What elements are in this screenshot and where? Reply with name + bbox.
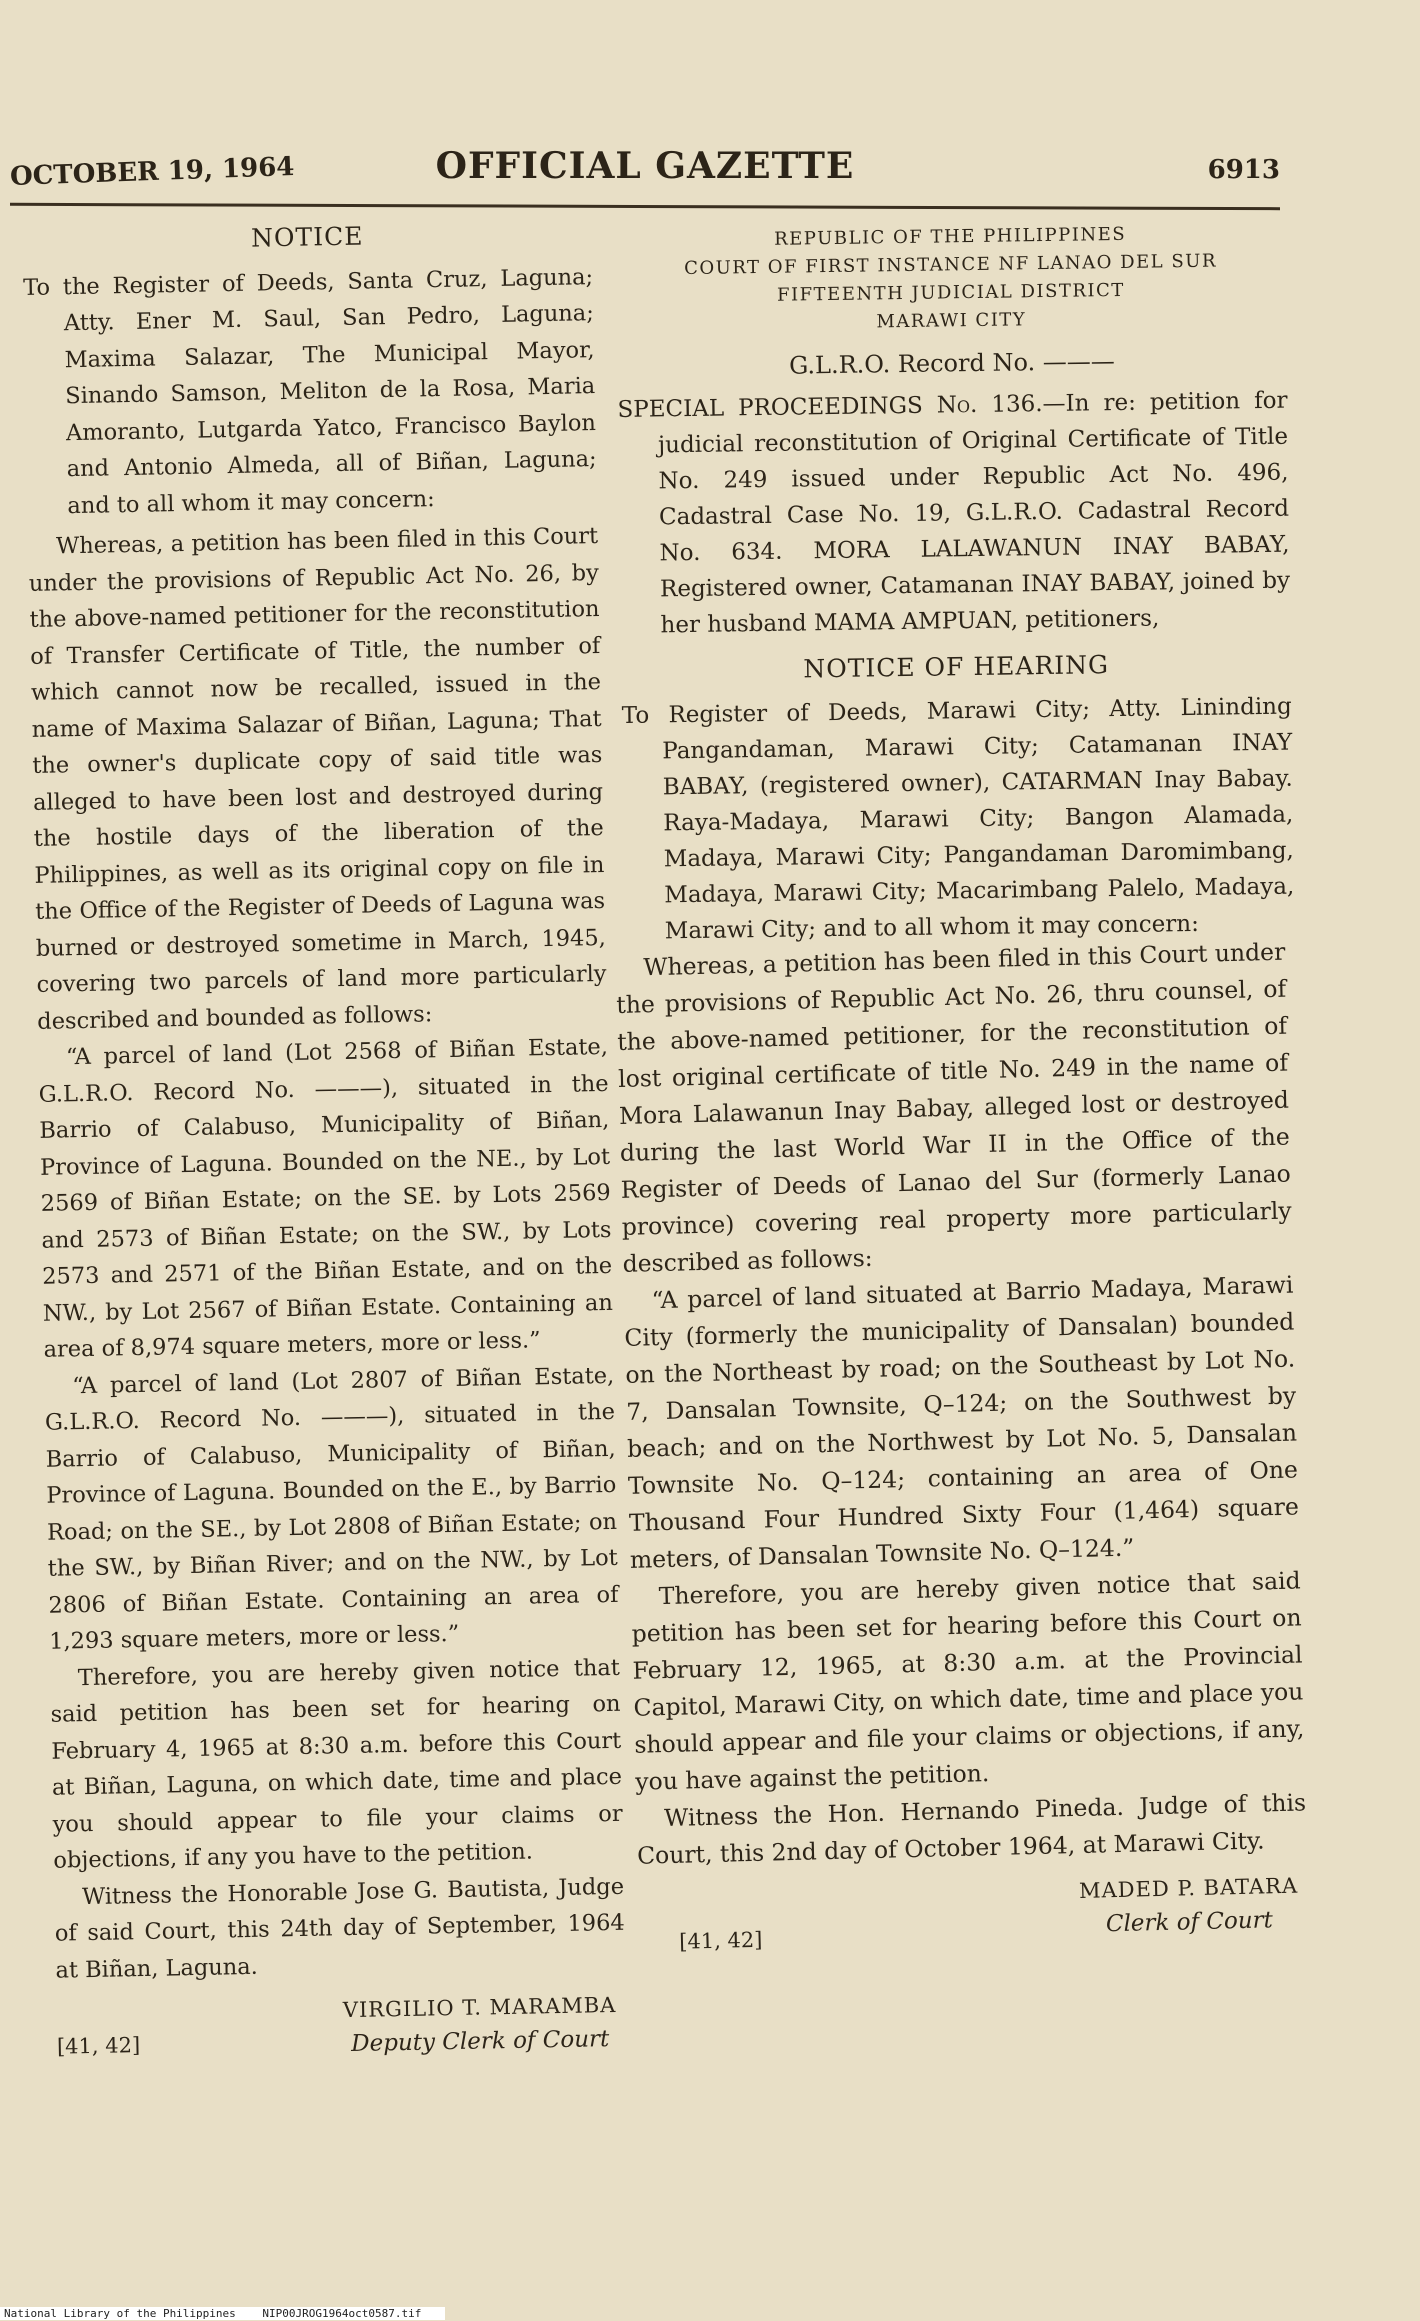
left-signature-block (56, 1988, 627, 2079)
right-notice-head (615, 219, 1295, 950)
court-line: REPUBLIC OF THE PHILIPPINES (774, 223, 1127, 250)
left-parcel-2: “A parcel of land (Lot 2807 of Biñan Estate, G.L.R.O. Record No. ———), situated in the Barrio of Calabuso, Municipality of Biñan, Province of Laguna. Bounded on the E., by Barrio Road; on the SE., by Lot 2808 of Biñan Estate; on the SW., by Biñan River; and on the NW., by Lot 2806 of Biñan Estate. Containing an area of 1,293 square meters, more or less.” (44, 1362, 619, 1655)
left-notice (22, 214, 627, 2079)
court-line: COURT OF FIRST INSTANCE NF LANAO DEL SUR (683, 250, 1218, 280)
right-signature-block (638, 1868, 1310, 1964)
right-parcel: “A parcel of land situated at Barrio Madaya, Marawi City (formerly the municipality of Dansalan) bounded on the Northeast by road; on the Southeast by Lot No. 7, Dansalan Townsite, Q–124; on the Southwest by beach; and on the Northwest by Lot No. 5, Dansalan Townsite No. Q–124; containing an area of One Thousand Four Hundred Sixty Four (1,464) square meters, of Dansalan Townsite No. Q–124.” (624, 1270, 1300, 1574)
special-proceedings (617, 383, 1290, 644)
record-number: G.L.R.O. Record No. ——— (788, 347, 1115, 380)
issue-date: OCTOBER 19, 1964 (9, 152, 295, 192)
left-address: To the Register of Deeds, Santa Cruz, Laguna; Atty. Ener M. Saul, San Pedro, Laguna; Maxima Salazar, The Municipal Mayor, Sinando Samson, Meliton de la Rosa, Maria Amoranto, Lutgarda Yatco, Francisco Baylon and Antonio Almeda, all of Biñan, Laguna; and to all whom it may concern: (22, 263, 597, 519)
left-notice-title: NOTICE (250, 221, 364, 253)
left-signer-name: VIRGILIO T. MARAMBA (342, 1992, 617, 2023)
right-paragraph: Whereas, a petition has been filed in this Court under the provisions of Republic Act No. 26, thru counsel, of the above-named petitioner, for the reconstitution of lost original certificate of title No. 249 in the name of Mora Lalawanun Inay Babay, alleged lost or destroyed during the last World War II in the Office of the Register of Deeds of Lanao del Sur (formerly Lanao province) covering real property more particularly described as follows: (616, 937, 1292, 1278)
left-signer-title: Deputy Clerk of Court (350, 2026, 610, 2058)
footer-file: NIP00JROG1964oct0587.tif (262, 2307, 422, 2320)
right-notice-body (615, 934, 1310, 1965)
right-reference: [41, 42] (678, 1927, 763, 1954)
page-number: 6913 (1207, 155, 1280, 185)
left-paragraph: Whereas, a petition has been filed in this Court under the provisions of Republic Act No. 26, by the above-named petitioner for the reconstitution of Transfer Certificate of Title, the number of which cannot now be recalled, issued in the name of Maxima Salazar of Biñan, Laguna; That the owner's duplicate copy of said title was alleged to have been lost and destroyed during the hostile days of the liberation of the Philippines, as well as its original copy on file in the Office of the Register of Deeds of Laguna was burned or destroyed sometime in March, 1945, covering two parcels of land more particularly described and bounded as follows: (28, 523, 607, 1035)
notice-of-hearing-title: NOTICE OF HEARING (803, 650, 1110, 684)
left-witness: Witness the Honorable Jose G. Bautista, Judge of said Court, this 24th day of September, 1964 at Biñan, Laguna. (54, 1873, 625, 1984)
right-signer-title: Clerk of Court (1105, 1907, 1274, 1938)
left-parcel-1: “A parcel of land (Lot 2568 of Biñan Estate, G.L.R.O. Record No. ———), situated in the Barrio of Calabuso, Municipality of Biñan, Province of Laguna. Bounded on the NE., by Lot 2569 of Biñan Estate; on the SE. by Lots 2569 and 2573 of Biñan Estate; on the SW., by Lots 2573 and 2571 of the Biñan Estate, and on the NW., by Lot 2567 of Biñan Estate. Containing an area of 8,974 square meters, more or less.” (38, 1033, 614, 1363)
right-witness: Witness the Hon. Hernando Pineda. Judge of this Court, this 2nd day of October 1964, at Marawi City. (636, 1788, 1307, 1870)
page-header (10, 145, 1280, 205)
footer-library: National Library of the Philippines (4, 2307, 236, 2320)
publication-title: OFFICIAL GAZETTE (435, 145, 855, 187)
left-reference: [41, 42] (56, 2033, 141, 2059)
special-text: —In re: petition for judicial reconstitution of Original Certificate of Title No. 249 issued under Republic Act No. 496, Cadastral Case No. 19, G.L.R.O. Cadastral Record No. 634. MORA LALAWANUN INAY BABAY, Registered owner, Catamanan INAY BABAY, joined by her husband MAMA AMPUAN, petitioners, (657, 387, 1291, 639)
left-paragraph: Therefore, you are hereby given notice that said petition has been set for hearing on February 4, 1965 at 8:30 a.m. before this Court at Biñan, Laguna, on which date, time and place you should appear to file your claims or objections, if any you have to the petition. (50, 1654, 623, 1874)
scan-footer (0, 2307, 445, 2320)
special-label: SPECIAL PROCEEDINGS No. 136. (617, 391, 1043, 423)
court-line: MARAWI CITY (876, 309, 1027, 333)
right-address: To Register of Deeds, Marawi City; Atty. Lininding Pangandaman, Marawi City; Catamanan INAY BABAY, (registered owner), CATARMAN Inay Babay. Raya-Madaya, Marawi City; Bangon Alamada, Madaya, Marawi City; Pangandaman Daromimbang, Madaya, Marawi City; Macarimbang Palelo, Madaya, Marawi City; and to all whom it may concern: (621, 693, 1295, 945)
right-signer-name: MADED P. BATARA (1078, 1873, 1299, 1903)
court-line: FIFTEENTH JUDICIAL DISTRICT (776, 279, 1125, 306)
right-paragraph: Therefore, you are hereby given notice that said petition has been set for hearing before this Court on February 12, 1965, at 8:30 a.m. at the Provincial Capitol, Marawi City, on which date, time and place you should appear and file your claims or objections, if any, you have against the petition. (631, 1566, 1305, 1796)
